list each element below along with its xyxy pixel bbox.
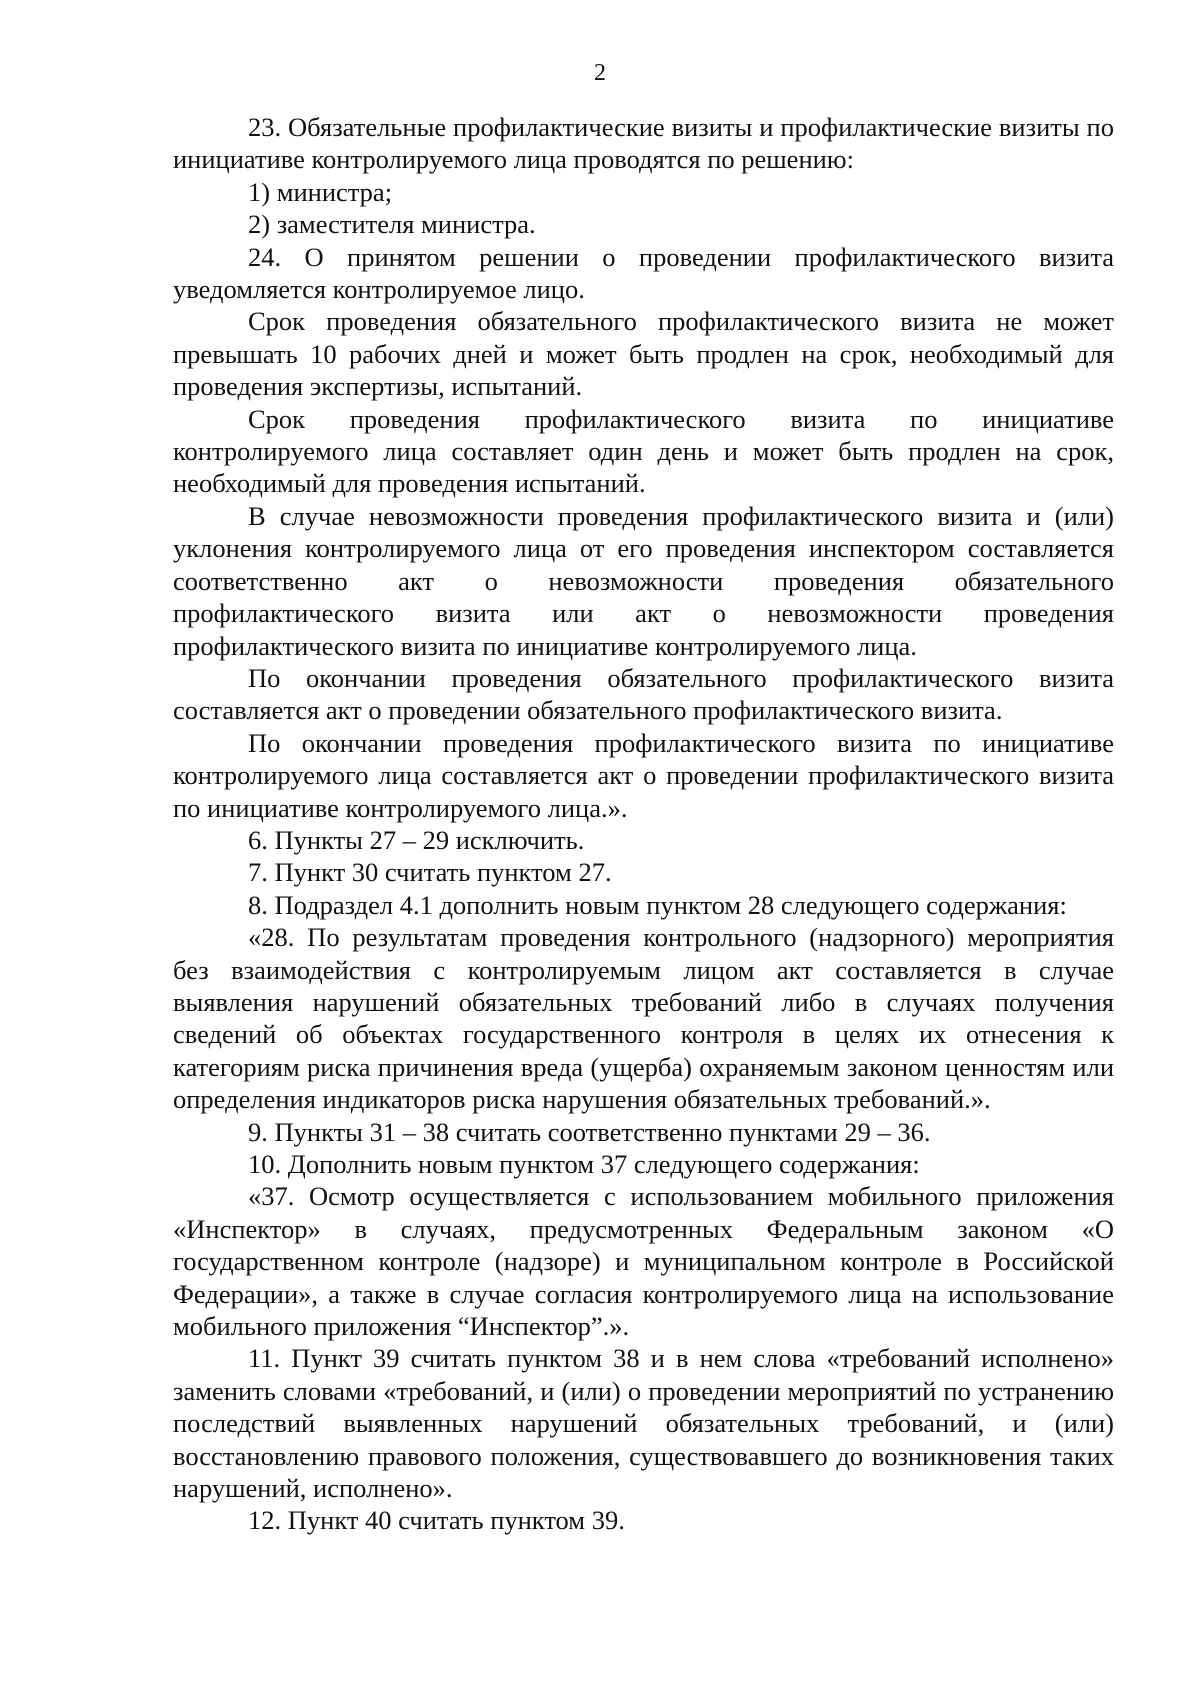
- paragraph: В случае невозможности проведения профилактического визита и (или) уклонения контролируемого лица от его проведения инспектором составляется соответственно акт о невозможности проведения обязательного профилактического визита или акт о невозможности проведения профилактического визита по инициативе контролируемого лица.: [173, 500, 1114, 661]
- page-number: 2: [594, 60, 606, 86]
- paragraph: 9. Пункты 31 – 38 считать соответственно пунктами 29 – 36.: [248, 1116, 931, 1147]
- paragraph: 23. Обязательные профилактические визиты и профилактические визиты по инициативе контролируемого лица проводятся по решению:: [173, 112, 1114, 175]
- paragraph: Срок проведения профилактического визита по инициативе контролируемого лица составляет один день и может быть продлен на срок, необходимый для проведения испытаний.: [173, 403, 1114, 499]
- paragraph: «28. По результатам проведения контрольного (надзорного) мероприятия без взаимодействия с контролируемым лицом акт составляется в случае выявления нарушений обязательных требований либо в случаях получения сведений об объектах государственного контроля в целях их отнесения к категориям риска причинения вреда (ущерба) охраняемым законом ценностям или определения индикаторов риска нарушения обязательных требований.».: [173, 922, 1114, 1115]
- paragraph: По окончании проведения профилактического визита по инициативе контролируемого лица составляется акт о проведении профилактического визита по инициативе контролируемого лица.».: [173, 727, 1114, 823]
- paragraph: 10. Дополнить новым пунктом 37 следующего содержания:: [248, 1149, 920, 1179]
- paragraph: 8. Подраздел 4.1 дополнить новым пунктом 28 следующего содержания:: [248, 889, 1067, 920]
- paragraph: 6. Пункты 27 – 29 исключить.: [248, 824, 585, 855]
- paragraph: 12. Пункт 40 считать пунктом 39.: [248, 1505, 625, 1536]
- list-item: 2) заместителя министра.: [248, 209, 536, 240]
- paragraph: 11. Пункт 39 считать пунктом 38 и в нем слова «требований исполнено» заменить словами «требований, и (или) о проведении мероприятий по устранению последствий выявленных нарушений обязательных требований, и (или) восстановлению правового положения, существовавшего до возникновения таких нарушений, исполнено».: [173, 1343, 1114, 1504]
- paragraph: По окончании проведения обязательного профилактического визита составляется акт о проведении обязательного профилактического визита.: [173, 662, 1114, 726]
- list-item: 1) министра;: [248, 176, 393, 207]
- paragraph: 7. Пункт 30 считать пунктом 27.: [248, 857, 612, 888]
- paragraph: «37. Осмотр осуществляется с использованием мобильного приложения «Инспектор» в случаях, предусмотренных Федеральным законом «О государственном контроле (надзоре) и муниципальном контроле в Российской Федерации», а также в случае согласия контролируемого лица на использование мобильного приложения “Инспектор”.».: [173, 1181, 1114, 1342]
- paragraph: 24. О принятом решении о проведении профилактического визита уведомляется контролируемое лицо.: [173, 241, 1114, 305]
- paragraph: Срок проведения обязательного профилактического визита не может превышать 10 рабочих дней и может быть продлен на срок, необходимый для проведения экспертизы, испытаний.: [173, 306, 1114, 402]
- document-body: [173, 111, 1114, 1537]
